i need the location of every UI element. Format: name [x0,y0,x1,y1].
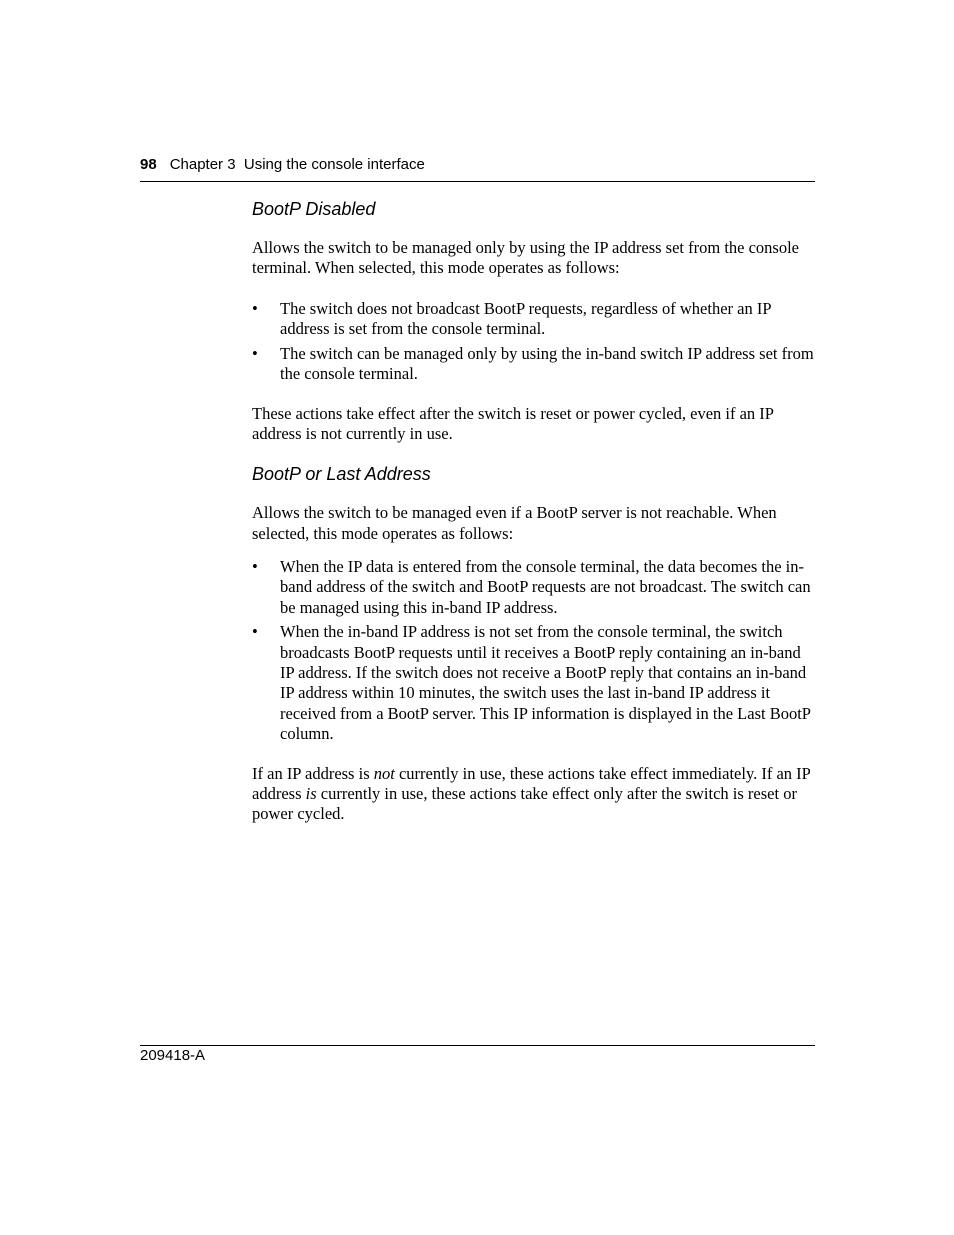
list-item [252,344,815,385]
list-item-text: The switch can be managed only by using the in-band switch IP address set from the console terminal. [280,343,814,383]
section-heading-bootp-disabled: BootP Disabled [252,199,376,219]
bullet-icon: • [252,343,258,363]
footer-rule [140,1045,815,1046]
bullet-list [252,299,815,385]
closing-text: If an IP address is [252,763,374,783]
section-heading-bootp-or-last-address: BootP or Last Address [252,464,431,485]
bullet-icon: • [252,298,258,318]
bullet-icon: • [252,622,258,642]
header-rule [140,181,815,182]
list-item [252,622,815,744]
section-intro: Allows the switch to be managed even if a BootP server is not reachable. When selected, this mode operates as follows: [252,503,777,543]
emphasis-not: not [373,763,395,783]
closing-text: currently in use, these actions take effect only after the switch is reset or power cycled. [252,783,797,824]
section-intro: Allows the switch to be managed only by using the IP address set from the console terminal. When selected, this mode operates as follows: [252,238,799,278]
list-item [252,299,815,340]
section-closing [252,764,815,825]
emphasis-is: is [305,783,317,803]
closing-text: currently in use, these actions take effect immediately. If an IP address [252,763,811,803]
list-item-text: When the IP data is entered from the console terminal, the data becomes the in-band address of the switch and BootP requests are not broadcast. The switch can be managed using this in-band IP address. [280,556,811,617]
main-content [252,197,815,825]
list-item [252,557,815,618]
document-number: 209418-A [140,1047,206,1064]
list-item-text: The switch does not broadcast BootP requests, regardless of whether an IP address is set from the console terminal. [280,298,771,338]
bullet-icon: • [252,556,258,576]
chapter-title: Chapter 3 Using the console interface [169,156,425,173]
running-header [140,156,815,174]
list-item-text: When the in-band IP address is not set from the console terminal, the switch broadcasts BootP requests until it receives a BootP reply containing an in-band IP address. If the switch does not receive a BootP reply that contains an in-band IP address within 10 minutes, the switch uses the last in-band IP address it received from a BootP server. This IP information is displayed in the Last BootP column. [280,622,811,743]
section-closing: These actions take effect after the switch is reset or power cycled, even if an IP address is not currently in use. [252,403,774,444]
bullet-list [252,557,815,744]
page-number: 98 [140,156,157,173]
